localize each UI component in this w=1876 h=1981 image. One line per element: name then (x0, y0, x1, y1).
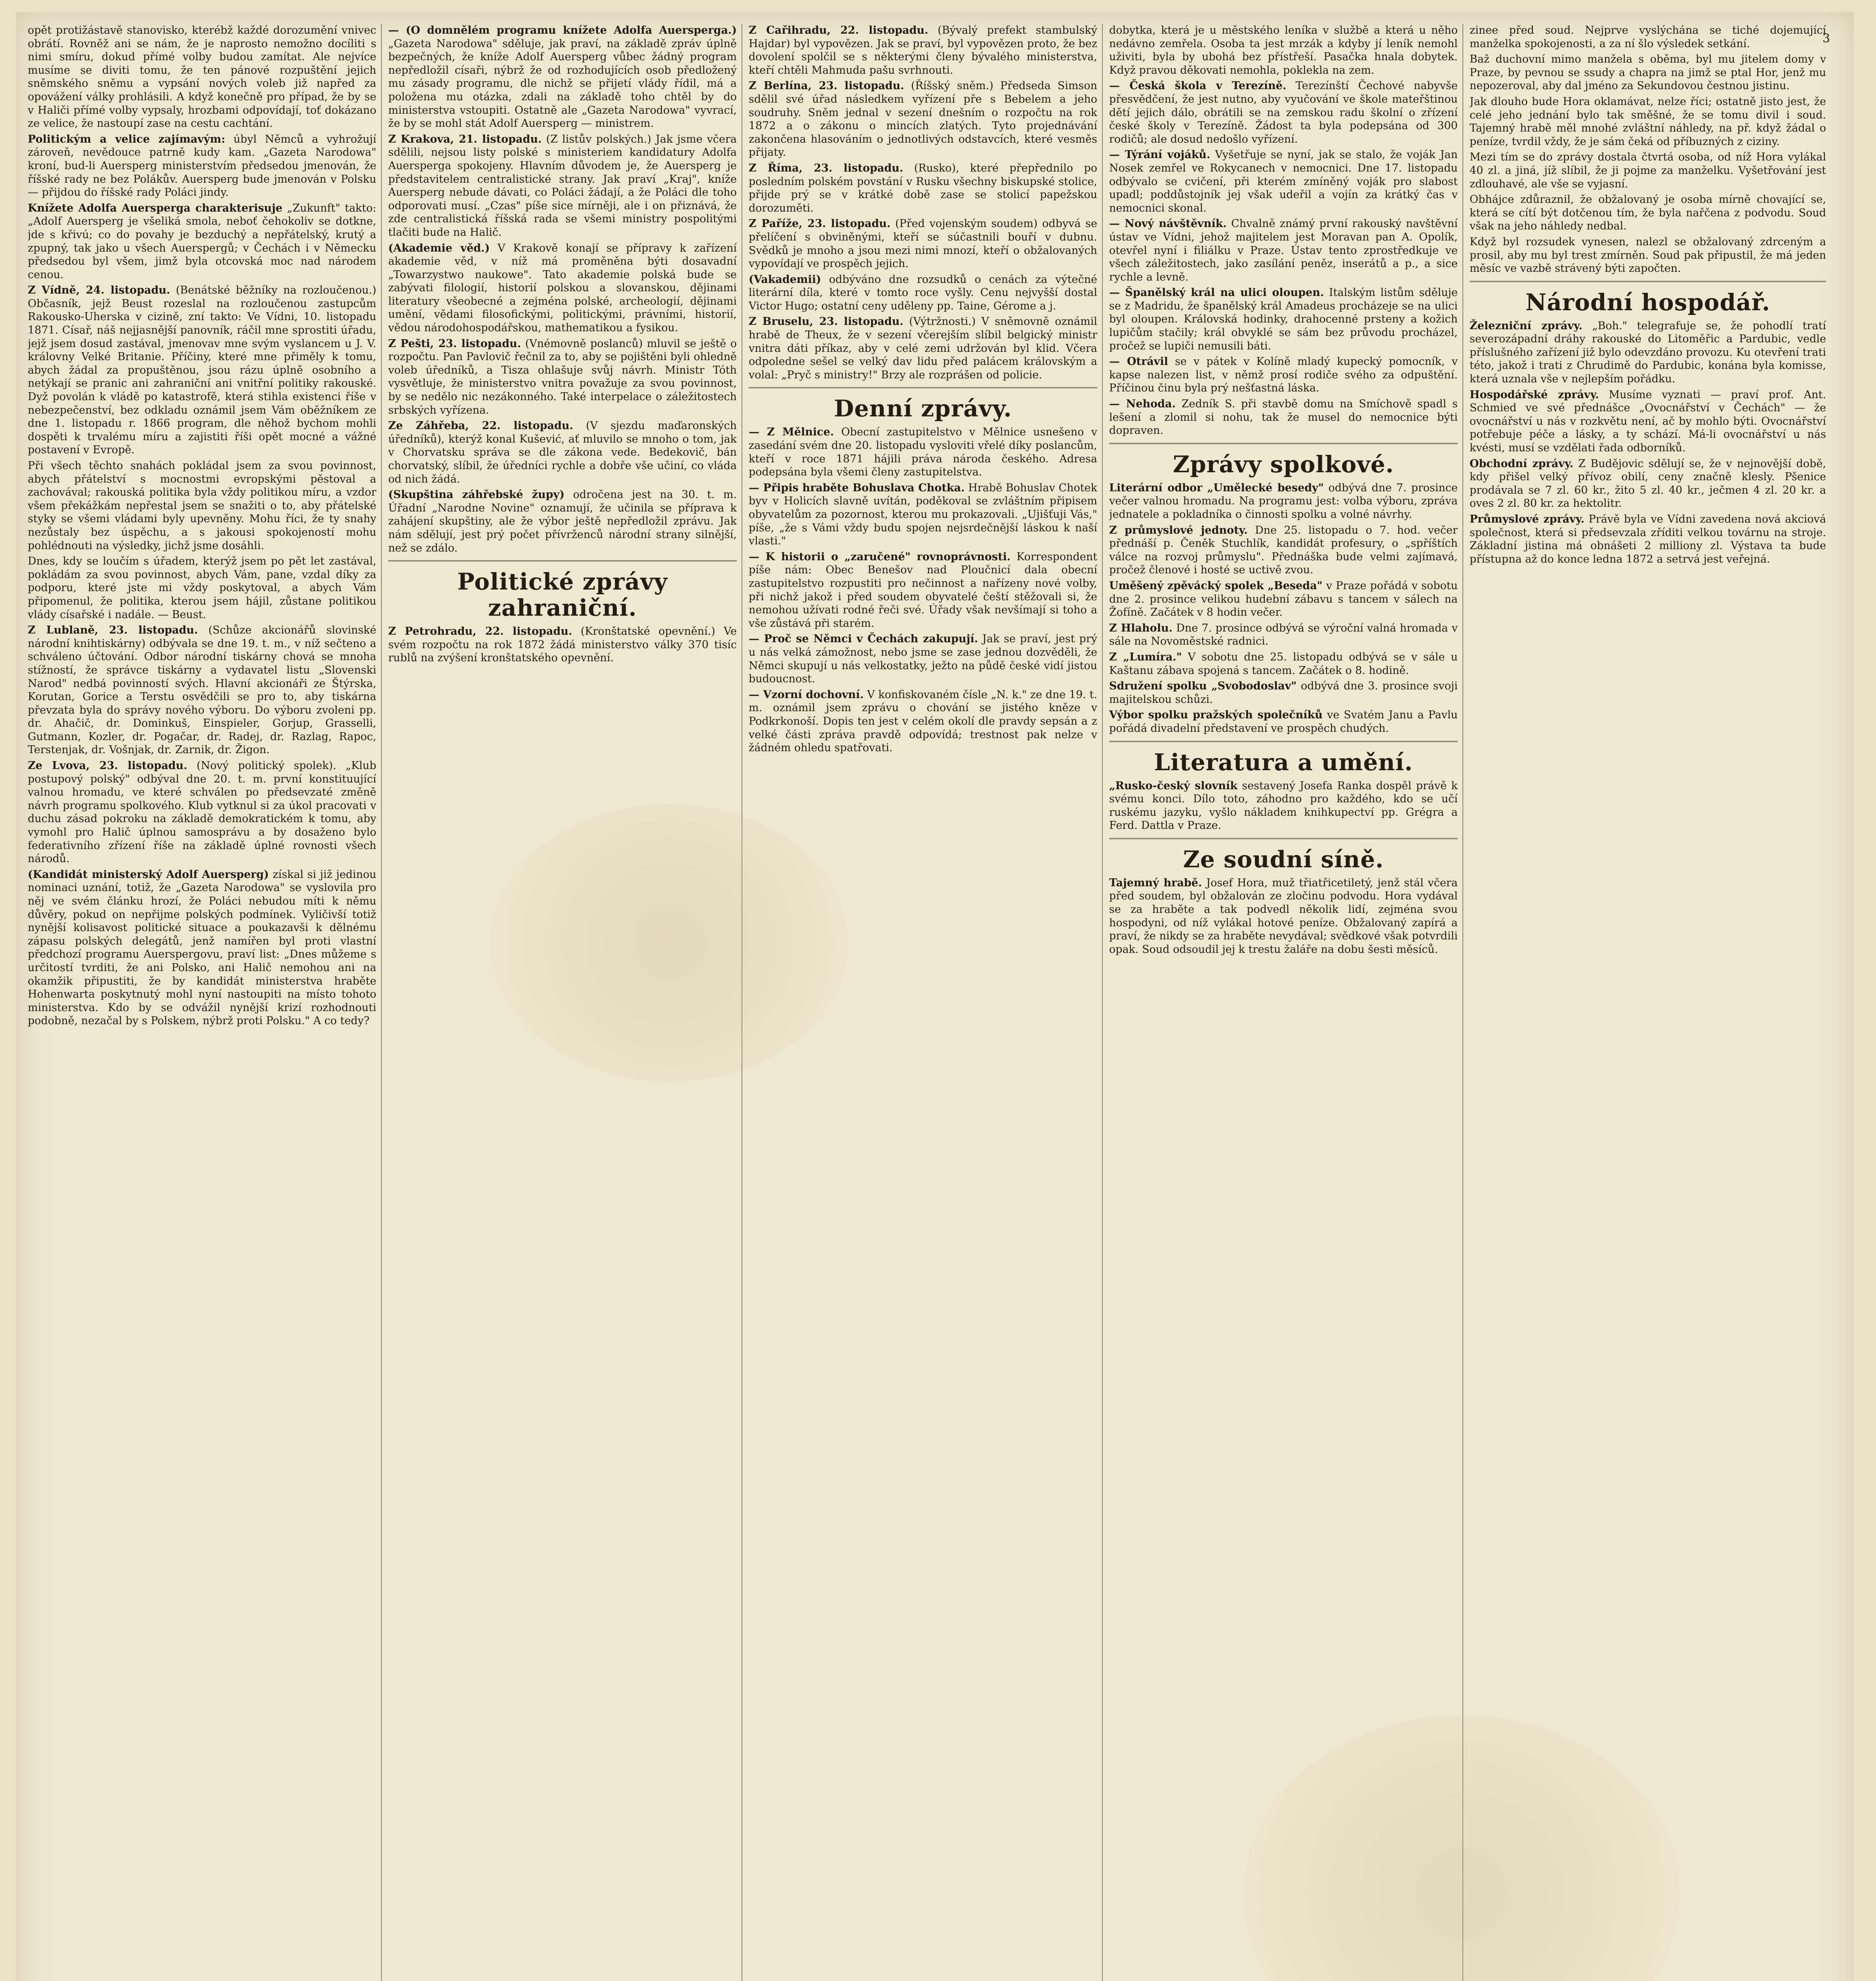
column-4 (1109, 24, 1458, 1981)
article-text: „Gazeta Narodowa" sděluje, jak praví, na základě zpráv úplně bezpečných, že kníže Adolf Auersperg vůbec žádný program nepředložil císaři, nýbrž že od rozhodujících osob předložený mu zásady programu, dle nichž se přijetí vlády řídil, má a položena mu otázka, zdali na základě toho chtěl by do ministerstva vstoupiti. Ostatně ale „Gazeta Narodowa" vyvrací, že by se mohl stát Adolf Auersperg — ministrem. (388, 37, 737, 130)
article-lead: Průmyslové zprávy. (1470, 513, 1584, 525)
article-lead: Hospodářské zprávy. (1470, 388, 1599, 401)
article-text: odbývá dne 3. prosince svoji majitelskou schůzi. (1109, 680, 1458, 706)
article-text: Musíme vyznati — praví prof. Ant. Schmied ve své přednášce „Ovocnářství v Čechách" — že ovocnářství u nás v rozkvětu není, ač by mohlo býti. Ovocnářství potřebuje péče a lásky, a ty schází. Má-li ovocnářství u nás kvésti, musí se vzdělati řada odborníků. (1470, 388, 1826, 454)
article-paragraph (1470, 24, 1826, 50)
article-paragraph (388, 488, 737, 555)
article-lead: Obchodní zprávy. (1470, 457, 1573, 470)
section-divider (749, 387, 1097, 388)
section-divider (1109, 741, 1458, 742)
article-text: (Schůze akcionářů slovinské národní knihtiskárny) odbývala se dne 19. t. m., v níž sečteno a schváleno účtování. Odbor národní tiskárny chová se mnoha stížností, že správce tiskárny a vydavatel listu „Slovenski Narod" nedbá povinností svých. Hlavní akcionáři ze Štýrska, Korutan, Gorice a Terstu osvědčili se pro to, aby tiskárna převzata byla do správy nového výboru. Do výboru zvoleni pp. dr. Ahačič, dr. Dominkuš, Einspieler, Gorjup, Grasselli, Gutmann, Kozler, dr. Pogačar, dr. Radej, dr. Razlag, Rapoc, Terstenjak, dr. Vošnjak, dr. Zarnik, dr. Žigon. (28, 624, 376, 756)
article-paragraph (28, 868, 376, 1028)
article-text: Z Budějovic sdělují se, že v nejnovější době, kdy přišel velký přívoz obilí, ceny značně klesly. Pšenice prodávala se 7 zl. 60 kr., žito 5 zl. 40 kr., ječmen 4 zl. 20 kr. a oves 2 zl. 80 kr. za hektolitr. (1470, 457, 1826, 510)
article-text: ve Svatém Janu a Pavlu pořádá divadelní představení ve prospěch chudých. (1109, 709, 1458, 735)
article-text: Terezínští Čechové nabyvše přesvědčení, že jest nutno, aby vyučování ve škole mateřštinou dětí jejich dálo, obrátili se na zemskou radu školní o zřízení české školy v Terezíně. Žádost ta byla podepsána od 300 rodičů; ale dosud nedošlo vyřízení. (1109, 80, 1458, 145)
article-lead: — Vzorní dochovní. (749, 688, 864, 701)
article-text: Když byl rozsudek vynesen, nalezl se obžalovaný zdrceným a prosil, aby mu byl trest zmírněn. Soud pak připustil, že má jeden měsíc ve vazbě strávený býti započten. (1470, 235, 1826, 275)
article-lead: — Česká škola v Terezíně. (1109, 80, 1287, 92)
article-paragraph (1109, 622, 1458, 648)
article-text: úbyl Němců a vyhrožují zároveň, nevědouce patrně kudy kam. „Gazeta Narodowa" kroní, bud-li Auersperg ministerstvím předsedou jmenován, že říšské rady ne bez Polákův. Auersperg bude jmenován v Polsku — přijdou do říšské rady Poláci jindy. (28, 133, 376, 199)
article-lead: Ze Lvova, 23. listopadu. (28, 760, 187, 772)
article-paragraph (1109, 79, 1458, 146)
article-lead: Z Lublaně, 23. listopadu. (28, 624, 198, 637)
article-lead: Z Cařihradu, 22. listopadu. (749, 24, 928, 36)
article-paragraph (388, 242, 737, 335)
article-text: Mezi tím se do zprávy dostala čtvrtá osoba, od níž Hora vylákal 40 zl. a jiná, jíž slíbil, že ji pojme za manželku. Vyšetřování jest zdlouhavé, ale vše se vyjasní. (1470, 151, 1826, 190)
article-paragraph (1470, 513, 1826, 566)
article-text: sestavený Josefa Ranka dospěl právě k svému konci. Dílo toto, záhodno pro každého, kdo se učí ruskému jazyku, vyšlo nákladem knihkupectví pp. Grégra a Ferd. Dattla v Praze. (1109, 779, 1458, 832)
article-lead: „Rusko-český slovník (1109, 779, 1237, 792)
article-text: Obecní zastupitelstvo v Mělnice usnešeno v zasedání svém dne 20. listopadu vysloviti vřelé díky poslancům, kteří v roce 1871 hájili práva národa českého. Adresa podepsána byla všemi členy zastupitelstva. (749, 426, 1097, 479)
article-paragraph (1109, 24, 1458, 77)
column-rule (1462, 24, 1463, 1981)
article-paragraph (749, 315, 1097, 382)
article-lead: Z Berlína, 23. listopadu. (749, 80, 904, 92)
article-text: Josef Hora, muž třiatřicetiletý, jenž stál včera před soudem, byl obžalován ze zločinu podvodu. Hora vydával se za hraběte a tak podvedl několik lidí, zejména svou hospodyni, od níž vylákal hotové peníze. Obžalovaný zapírá a praví, že nikdy se za hraběte nevydával; svědkové však potvrdili opak. Soud odsoudil jej k trestu žaláře na dobu šesti měsíců. (1109, 876, 1458, 956)
article-text: (Benátské běžníky na rozloučenou.) Občasník, jejž Beust rozeslal na rozloučenou zastupcům Rakousko-Uherska v cizině, zní takto: Ve Vídni, 10. listopadu 1871. Císař, náš nejjasnější panovník, ráčil mne sprostiti úřadu, jejž jsem dosud zastával, jmenovav mne svým vyslancem u J. V. královny Velké Britanie. Příčiny, které mne přiměly k tomu, abych žádal za propuštěnou, jsou rázu úplně osobního a netýkají se pranic ani zahraniční ani vnitřní politiky rakouské. Dyž povolán k vládě po katastrofě, která stihla existenci říše v nebezpečenství, bez odkladu oznámil jsem Vám oběžníkem ze dne 1. listopadu r. 1866 program, dle něhož bychom mohli dospěti k trvalému míru a zajistiti říši opět mocné a vážné postavení v Evropě. (28, 284, 376, 456)
article-paragraph (28, 133, 376, 199)
article-text: Zedník S. při stavbě domu na Smíchově spadl s lešení a zlomil si nohu, tak že musel do nemocnice býti dopraven. (1109, 398, 1458, 437)
article-lead: Ze Záhřeba, 22. listopadu. (388, 420, 574, 432)
article-text: (Z listův polských.) Jak jsme včera sdělili, nejsou listy polské s ministeriem kandidatury Adolfa Auersperga spokojeny. Hlavním důvodem je, že Auersperg je představitelem centralistické strany. Jak praví „Kraj", kníže Auersperg nebude dávati, co Poláci žádají, a že Poláci dle toho odporovati musí. „Czas" píše sice mírněji, ale i on přiznává, že zde centralistická říšská rada se všemi ministry pospolitými tlačiti bude na Halič. (388, 133, 737, 239)
article-paragraph (28, 284, 376, 457)
article-lead: — Španělský král na ulici oloupen. (1109, 286, 1324, 299)
article-lead: (Kandidát ministerský Adolf Auersperg) (28, 868, 269, 881)
article-text: opět protižástavě stanovisko, kterébž každé dorozumění vnivec obrátí. Rovněž ani se nám, že je naprosto nemožno docíliti s nimi smíru, dokud přímé volby budou zamítat. Ale nejvíce musíme se diviti tomu, že ten pánové rozpuštění jejich sněmského sněmu a vypsání nových voleb již napřed za opovážení války prohlásili. A když konečně pro případ, že by se v Haliči přímé volby vypsaly, hrozbami odpovídají, toť dokázano ze velice, že nastoupí zase na cestu cachtání. (28, 24, 376, 130)
article-lead: — K historii o „zaručené" rovnoprávnosti. (749, 550, 1011, 563)
section-heading: Národní hospodář. (1525, 288, 1771, 316)
article-text: (Vnémovně poslanců) mluvil se ještě o rozpočtu. Pan Pavlovič řečnil za to, aby se pojištěni byli ohledně voleb úředníků, a Tisza ohlašuje svůj návrh. Ministr Tóth vysvětluje, že ministerstvo vnitra považuje za svou povinnost, by se nedělo nic nezákonného. Také interpelace o záležitostech srbských vyřízena. (388, 337, 737, 416)
article-paragraph (1109, 651, 1458, 677)
article-paragraph (1109, 679, 1458, 706)
article-paragraph (1470, 319, 1826, 386)
article-paragraph (1109, 876, 1458, 956)
article-lead: Z „Lumíra." (1109, 651, 1182, 663)
article-text: Hrabě Bohuslav Chotek byv v Holicích slavně uvítán, poděkoval se zvláštním připisem obyvatelům za pozornost, kterou mu prokazovali. „Ujišťuji Vás," píše, „že s Vámi vždy budu spojen nejsrdečnější láskou k naší vlasti." (749, 481, 1097, 548)
section-divider (1109, 443, 1458, 444)
article-paragraph (749, 273, 1097, 313)
article-paragraph (749, 550, 1097, 630)
article-paragraph (749, 79, 1097, 159)
article-paragraph (388, 24, 737, 130)
article-text: V sobotu dne 25. listopadu odbývá se v sále u Kaštanu zábava spojená s tancem. Začátek o 8. hodině. (1109, 651, 1458, 677)
article-lead: Sdružení spolku „Svobodoslav" (1109, 680, 1297, 693)
article-lead: Z Paříže, 23. listopadu. (749, 218, 891, 230)
paper-stain (491, 804, 848, 1082)
article-lead: Literární odbor „Umělecké besedy" (1109, 481, 1324, 494)
article-paragraph (28, 202, 376, 282)
article-text: Italským listům sděluje se z Madridu, že španělský král Amadeus procházeje se na ulici byl oloupen. Královská hodinky, drahocenné prsteny a kožich lupičům stačily; král obvyklé se sám bez průvodu procházel, pročež se lupiči nemusili báti. (1109, 286, 1458, 352)
article-paragraph (749, 481, 1097, 548)
article-lead: Z Vídně, 24. listopadu. (28, 284, 170, 297)
article-paragraph (749, 24, 1097, 77)
article-paragraph (749, 426, 1097, 479)
article-text: Vyšetřuje se nyní, jak se stalo, že voják Jan Nosek zemřel ve Rokycanech v nemocnici. Dne 17. listopadu odbývalo se cvičení, při kterém zmíněný voják pro slabost upadl; poddůstojník jej však udeřil a vojín za krátký čas v nemocnici skonal. (1109, 149, 1458, 214)
section-divider (1109, 838, 1458, 839)
article-paragraph (1470, 235, 1826, 275)
article-text: (Kronštatské opevnění.) Ve svém rozpočtu na rok 1872 žádá ministerstvo války 370 tisíc rublů na zvýšení kronštatského opevnění. (388, 625, 737, 664)
article-lead: — Otrávil (1109, 355, 1168, 368)
article-text: dobytka, která je u městského leníka v službě a která u něho nedávno zemřela. Osoba ta jest mrzák a kdyby jí leník nemohl uživiti, byla by ubohá bez přístřeší. Pasačka hnala dobytek. Když pravou děkovati nemohla, poklekla na zem. (1109, 24, 1458, 76)
article-paragraph (388, 419, 737, 486)
article-paragraph (28, 555, 376, 621)
article-paragraph (1109, 579, 1458, 619)
article-paragraph (1109, 286, 1458, 353)
article-paragraph (1109, 355, 1458, 395)
section-heading: Ze soudní síně. (1183, 845, 1384, 873)
newspaper-page (16, 12, 1854, 1981)
article-paragraph (1470, 388, 1826, 455)
article-lead: — Proč se Němci v Čechách zakupují. (749, 633, 978, 645)
article-lead: Politickým a velice zajímavým: (28, 133, 225, 145)
article-paragraph (28, 759, 376, 866)
article-text: se v pátek v Kolíně mladý kupecký pomocník, v kapse nalezen list, v němž prosí rodiče svého za odpuštění. Příčinou činu byla prý nešťastná láska. (1109, 355, 1458, 395)
article-text: (Nový politický spolek). „Klub postupový polský" odbýval dne 20. t. m. první konstituující valnou hromadu, ve které schválen po předsevzaté změně návrh programu spolkového. Klub vytknul si za úkol pracovati v duchu zásad pokroku na základě demokratickém k tomu, aby vymohl pro Halič úplnou samosprávu a by dosaženo bylo federativního zřízení říše na základě úplné rovnosti všech národů. (28, 760, 376, 865)
article-lead: — Nový návštěvník. (1109, 218, 1227, 230)
article-lead: Z Říma, 23. listopadu. (749, 162, 904, 174)
article-paragraph (388, 133, 737, 239)
article-paragraph (388, 625, 737, 665)
article-paragraph (28, 24, 376, 130)
section-divider (1470, 281, 1826, 282)
column-5 (1470, 24, 1826, 1981)
article-lead: — (O domnělém programu knížete Adolfa Auersperga.) (388, 24, 737, 36)
article-lead: Z Hlaholu. (1109, 622, 1172, 634)
article-lead: — Týrání vojáků. (1109, 149, 1211, 161)
article-text: V konfiskovaném čísle „N. k." ze dne 19. t. m. oznámil jsem zprávu o chování se jistého kněze v Podkrkonoší. Dopis ten jest v celém okolí dle pravdy sepsán a z velké části zpráva pravdě odpovídá; trestnost pak nelze v žádném ohledu spatřovati. (749, 688, 1097, 754)
article-text: Korrespondent píše nám: Obec Benešov nad Ploučnicí dala obecní zastupitelstvo rozpustiti pro nečinnost a nařízeny nové volby, při nichž jakož i před soudem obyvatelé čeští stěžovali si, že nemohou užívati rodné řeči své. Úřady však nevšímají si toho a vše zůstává při starém. (749, 550, 1097, 630)
article-text: Dnes, kdy se loučím s úřadem, kterýž jsem po pět let zastával, pokládám za svou povinnost, abych Vám, pane, vzdal díky za podporu, které jste mi vždy poskytoval, a abych Vám připomenul, že politika, kterou jsem hájil, zůstane politikou vlády císařské i nadále. — Beust. (28, 555, 376, 621)
article-paragraph (1470, 53, 1826, 93)
article-lead: Železniční zprávy. (1470, 319, 1582, 332)
article-paragraph (1109, 397, 1458, 437)
article-text: odbýváno dne rozsudků o cenách za výtečné literární díla, které v tomto roce vyšly. Cenu nejvyšší dostal Victor Hugo; ostatní ceny uděleny pp. Taine, Gérome a j. (749, 273, 1097, 312)
article-text: (Před vojenským soudem) odbyvá se přelíčení s obviněnými, kteří se súčastnili bouří v dubnu. Svědků je mnoho a jsou mezi nimi mnozí, kteří o obžalovaných vypovídají ve prospěch jejich. (749, 218, 1097, 270)
article-text: (Bývalý prefekt stambulský Hajdar) byl vypovězen. Jak se praví, byl vypovězen proto, že bez dovolení spolčil se s některými členy bývalého ministerstva, kteří chtěli Mahmuda pašu svrhnouti. (749, 24, 1097, 76)
article-lead: Z Bruselu, 23. listopadu. (749, 315, 904, 328)
article-text: Při všech těchto snahách pokládal jsem za svou povinnost, abych přátelství s mocnostmi evropskými pěstoval a zachovával; rakouská politika byla vždy politikou míru, a vzdor všem překážkám nepřestal jsem se snažiti o to, aby přátelské styky se všemi vládami byly upevněny. Mohu říci, že ty snahy nezůstaly bez úspěchu, a s jakousi spokojeností mohu pohlédnouti na výsledky, jichž jsme dosáhli. (28, 460, 376, 552)
section-heading: Denní zprávy. (834, 395, 1012, 422)
article-lead: Uměšený zpěvácký spolek „Beseda" (1109, 579, 1323, 592)
article-text: (V sjezdu maďaronských úředníků), kterýž konal Kušević, ať mluvilo se mnoho o tom, jak v Chorvatsku správa se dle zákona vede. Bedekovič, bán chorvatský, slíbil, že úředníci rychle a dobře vše učiní, co vláda od nich žádá. (388, 420, 737, 485)
article-paragraph (1109, 481, 1458, 521)
article-lead: Z Krakova, 21. listopadu. (388, 133, 542, 145)
article-text: Dne 7. prosince odbývá se výroční valná hromada v sále na Novoměstské radnici. (1109, 622, 1458, 648)
article-text: „Boh." telegrafuje se, že pohodlí tratí severozápadní dráhy rakouské do Litoměřic a Pardubic, vedle příslušného zařízení již bylo odevzdáno provozu. Ku otevření trati této, jakož i trati z Chrudimě do Pardubic, konána byla komisse, která uznala vše v nejlepším pořádku. (1470, 319, 1826, 386)
article-lead: (Vakademii) (749, 273, 821, 286)
article-text: Právě byla ve Vídni zavedena nová akciová společnost, která si předsevzala zříditi velkou továrnu na stroje. Základní jistina má obnášeti 2 milliony zl. Výstava ta bude přístupna až do konce ledna 1872 a setrvá jest veřejná. (1470, 513, 1826, 565)
column-rule (381, 24, 382, 1981)
article-paragraph (749, 688, 1097, 755)
column-1 (28, 24, 376, 1981)
article-text: (Říšský sněm.) Předseda Simson sdělil své úřad následkem vyřízení pře s Bebelem a jeho soudruhy. Sněm jednal v sezení dnešním o rozpočtu na rok 1872 a o zákonu o mincích zlatých. Tyto projednávání zakončena hlasováním o jednotlivých odstavcích, které vesměs přijaty. (749, 80, 1097, 159)
article-lead: (Skupština záhřebské župy) (388, 489, 565, 501)
article-paragraph (749, 217, 1097, 270)
article-paragraph (28, 459, 376, 552)
article-paragraph (1470, 151, 1826, 191)
article-text: Jak se praví, jest prý u nás velká zámožnost, nebo jsme se zase jednou dozvěděli, že Němci skupují u nás velkostatky, ježto na půdě české vidí jistou budoucnost. (749, 633, 1097, 685)
article-text: „Zukunft" takto: „Adolf Auersperg je všeliká smola, neboť čehokoliv se dotkne, jde s křivú; co do povahy je bezduchý a nepřátelský, krutý a zpupný, tak jako u všech Auerspergů; v Čechách i v Německu předsedou byl všem, jimž byla otcovská moc nad národem cenou. (28, 202, 376, 281)
article-text: V Krakově konají se přípravy k zařízení akademie věd, v níž má proměněna býti dosavadní „Towarzystwo naukowe". Tato akademie polská bude se zabývati filologií, historií polskou a slovanskou, dějinami literatury všeobecné a zejména polské, archeologií, dějinami umění, vědami filosofickými, politickými, právními, historií, vědou národohospodářskou, mathematikou a fysikou. (388, 242, 737, 334)
article-text: Jak dlouho bude Hora oklamávat, nelze říci; ostatně jisto jest, že celé jeho jednání bylo tak směšné, že se tomu divil i soud. Tajemný hrabě měl mnohé zvláštní náhledy, na př. když žádal o peníze, tvrdil vždy, že je sám čeká od příbuzných z ciziny. (1470, 95, 1826, 148)
article-lead: Výbor spolku pražských společníků (1109, 709, 1323, 721)
article-text: (Výtržnosti.) V sněmovně oznámil hrabě de Theux, že v sezení včerejším slíbil belgický ministr vnitra dáti příkaz, aby v celé zemi udržován byl klid. Včera odpoledne sešel se velký dav lidu před palácem královským a volal: „Pryč s ministry!" Brzy ale rozprášen od policie. (749, 315, 1097, 381)
article-lead: — Z Mělnice. (749, 426, 834, 439)
article-lead: Z Pešti, 23. listopadu. (388, 337, 521, 350)
article-lead: (Akademie věd.) (388, 242, 490, 254)
column-rule (1102, 24, 1103, 1981)
section-heading: Literatura a umění. (1154, 748, 1413, 776)
article-text: odročena jest na 30. t. m. Úřadní „Narodne Novine" oznamují, že učinila se příprava k zahájení skupštiny, ale že výbor ještě nepředložil zprávu. Jak nám sdělují, jest prý počet přívrženců národní strany silnější, než se zdálo. (388, 489, 737, 554)
article-paragraph (1470, 95, 1826, 148)
article-lead: — Nehoda. (1109, 398, 1176, 410)
article-paragraph (1109, 708, 1458, 735)
article-paragraph (749, 162, 1097, 215)
article-lead: — Připis hraběte Bohuslava Chotka. (749, 481, 965, 494)
article-lead: Z Petrohradu, 22. listopadu. (388, 625, 572, 638)
article-text: v Praze pořádá v sobotu dne 2. prosince velikou hudební zábavu s tancem v sálech na Žofíně. Začátek v 8 hodin večer. (1109, 579, 1458, 619)
article-paragraph (28, 624, 376, 757)
article-text: Obhájce zdůraznil, že obžalovaný je osoba mírně chovající se, která se cítí být dotčenou tím, že byla nařčena z podvodu. Soud však na jeho náhledy nedbal. (1470, 193, 1826, 233)
article-paragraph (1470, 193, 1826, 233)
article-text: získal si již jedinou nominaci uznání, totiž, že „Gazeta Narodowa" se vyslovila pro něj ve svém článku hrozí, že Poláci nebudou míti k němu důvěry, pokud on nepřijme polských podmínek. Vyličivší totiž nynější kolisavost politické situace a poukazavši k dělnému zápasu polských delegátů, jenž namířen byl proti vlastní předchozí programu Auerspergovu, praví list: „Dnes můžeme s určitostí tvrditi, že ani Polsko, ani Halič nemohou ani na okamžik připustiti, že by kandidát ministerstva hraběte Hohenwarta poskytnutý mohl nyní nastoupiti na místo tohoto ministerstva. Kdo by se odvážil nynější krizí rozhodnouti podobně, nezačal by s Polskem, nýbrž proti Polsku." A co tedy? (28, 868, 376, 1027)
article-paragraph (1109, 148, 1458, 215)
article-paragraph (1109, 217, 1458, 284)
section-heading: Politické zprávy zahraniční. (457, 568, 668, 622)
article-text: zinee před soud. Nejprve vyslýchána se tiché dojemující manželka spokojenosti, a za ní šlo výsledek setkání. (1470, 24, 1826, 50)
page-number: 3 (1822, 32, 1830, 46)
article-paragraph (388, 337, 737, 417)
article-text: odbývá dne 7. prosince večer valnou hromadu. Na programu jest: volba výboru, zpráva jednatele a pokladníka o činnosti spolku a volné návrhy. (1109, 481, 1458, 521)
article-paragraph (1470, 457, 1826, 510)
section-divider (388, 560, 737, 561)
article-text: Chvalně známý první rakouský navštěvní ústav ve Vídni, jehož majitelem jest Moravan pan A. Opolík, otevřel nyní i filiálku v Praze. Ústav tento zprostředkuje ve všech záležitostech, jako zasílání peněz, inserátů a p., a sice rychle a levně. (1109, 218, 1458, 283)
article-lead: Tajemný hrabě. (1109, 876, 1202, 889)
article-lead: Knížete Adolfa Auersperga charakterisuje (28, 202, 283, 214)
article-text: (Rusko), které přepřednilo po posledním polském povstání v Rusku všechny biskupské stolice, přijde prý se v krátké době zase se stolicí papežskou dorozuměti. (749, 162, 1097, 214)
article-text: Baž duchovní mimo manžela s oběma, byl mu jitelem domy v Praze, by pevnou se ssudy a chapra na jimž se ptal Hor, jenž mu nepozeroval, aby dal jméno za Sekundovou čestnou jistinu. (1470, 53, 1826, 92)
article-paragraph (749, 632, 1097, 685)
article-text: Dne 25. listopadu o 7. hod. večer přednáší p. Čeněk Stuchlík, kandidát profesury, o „spříštích válce na rozvoj průmyslu". Přednáška bude velmi zajímavá, pročež členové i hosté se uctivě zvou. (1109, 524, 1458, 576)
article-paragraph (1109, 779, 1458, 832)
article-lead: Z průmyslové jednoty. (1109, 524, 1248, 536)
section-heading: Zprávy spolkové. (1172, 450, 1394, 478)
article-paragraph (1109, 524, 1458, 577)
